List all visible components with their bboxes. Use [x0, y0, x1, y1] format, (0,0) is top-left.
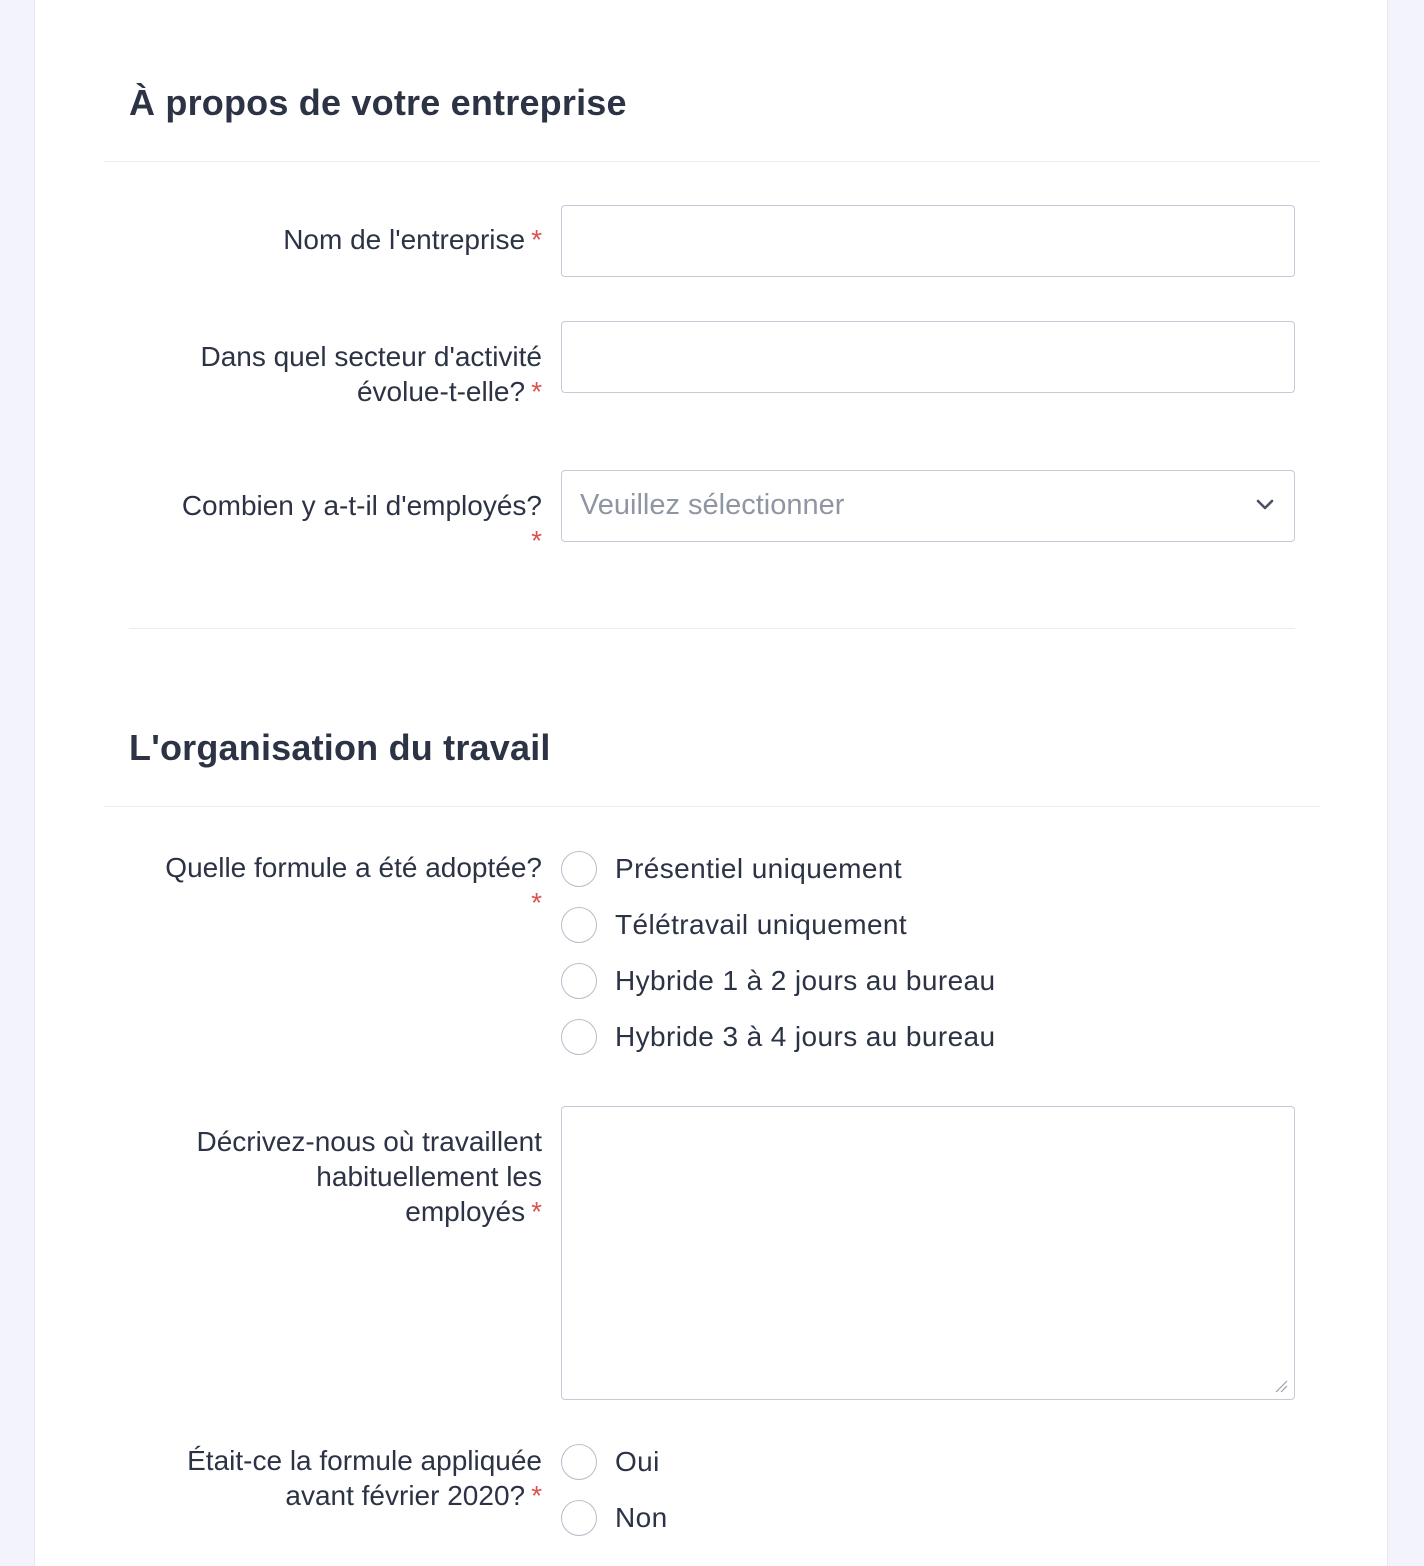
required-asterisk: * [531, 1480, 542, 1511]
before-2020-label-line1: Était-ce la formule appliquée [187, 1445, 542, 1476]
radio-label[interactable]: Oui [615, 1446, 660, 1477]
employees-select[interactable] [561, 470, 1295, 542]
before-2020-label [112, 1443, 542, 1513]
section-separator [129, 628, 1295, 629]
section-divider [104, 161, 1320, 162]
sector-label-line2: évolue-t-elle? [356, 376, 526, 407]
chevron-down-icon [1254, 493, 1276, 515]
radio-button[interactable] [561, 851, 597, 887]
company-name-label-text: Nom de l'entreprise [283, 224, 526, 255]
radio-button[interactable] [561, 907, 597, 943]
required-asterisk: * [531, 1196, 542, 1227]
radio-label[interactable]: Télétravail uniquement [615, 909, 908, 940]
radio-label[interactable]: Hybride 3 à 4 jours au bureau [615, 1021, 996, 1052]
radio-label[interactable]: Hybride 1 à 2 jours au bureau [615, 965, 996, 996]
required-asterisk: * [531, 525, 542, 556]
required-asterisk: * [531, 887, 542, 918]
company-name-label [112, 222, 542, 257]
before-2020-option-non[interactable] [561, 1500, 668, 1536]
formula-label [112, 850, 542, 920]
formula-option-hybride-3-4[interactable] [561, 1019, 996, 1055]
workplace-description-label [112, 1124, 542, 1229]
workplace-label-line2: habituellement les [316, 1161, 542, 1192]
section-heading-company: À propos de votre entreprise [129, 82, 627, 123]
employees-select-placeholder: Veuillez sélectionner [580, 489, 845, 521]
workplace-label-line1: Décrivez-nous où travaillent [196, 1126, 542, 1157]
radio-label[interactable]: Non [615, 1502, 668, 1533]
radio-button[interactable] [561, 1444, 597, 1480]
workplace-label-line3: employés [405, 1196, 526, 1227]
before-2020-label-line2: avant février 2020? [285, 1480, 526, 1511]
sector-label-line1: Dans quel secteur d'activité [200, 341, 542, 372]
section-heading-work-organisation: L'organisation du travail [129, 727, 551, 768]
radio-button[interactable] [561, 1019, 597, 1055]
form-card [34, 0, 1388, 1566]
formula-option-teletravail[interactable] [561, 907, 907, 943]
employees-label [112, 488, 542, 558]
required-asterisk: * [531, 376, 542, 407]
radio-button[interactable] [561, 963, 597, 999]
workplace-description-textarea[interactable] [561, 1106, 1295, 1400]
required-asterisk: * [531, 224, 542, 255]
radio-label[interactable]: Présentiel uniquement [615, 853, 903, 884]
resize-handle-icon[interactable] [1274, 1379, 1288, 1393]
sector-label [112, 339, 542, 409]
sector-input[interactable] [561, 321, 1295, 393]
company-name-input[interactable] [561, 205, 1295, 277]
employees-label-text: Combien y a-t-il d'employés? [181, 490, 542, 521]
formula-option-hybride-1-2[interactable] [561, 963, 996, 999]
formula-option-presentiel[interactable] [561, 851, 902, 887]
before-2020-option-oui[interactable] [561, 1444, 660, 1480]
section-divider [104, 806, 1320, 807]
formula-label-text: Quelle formule a été adoptée? [165, 852, 542, 883]
radio-button[interactable] [561, 1500, 597, 1536]
